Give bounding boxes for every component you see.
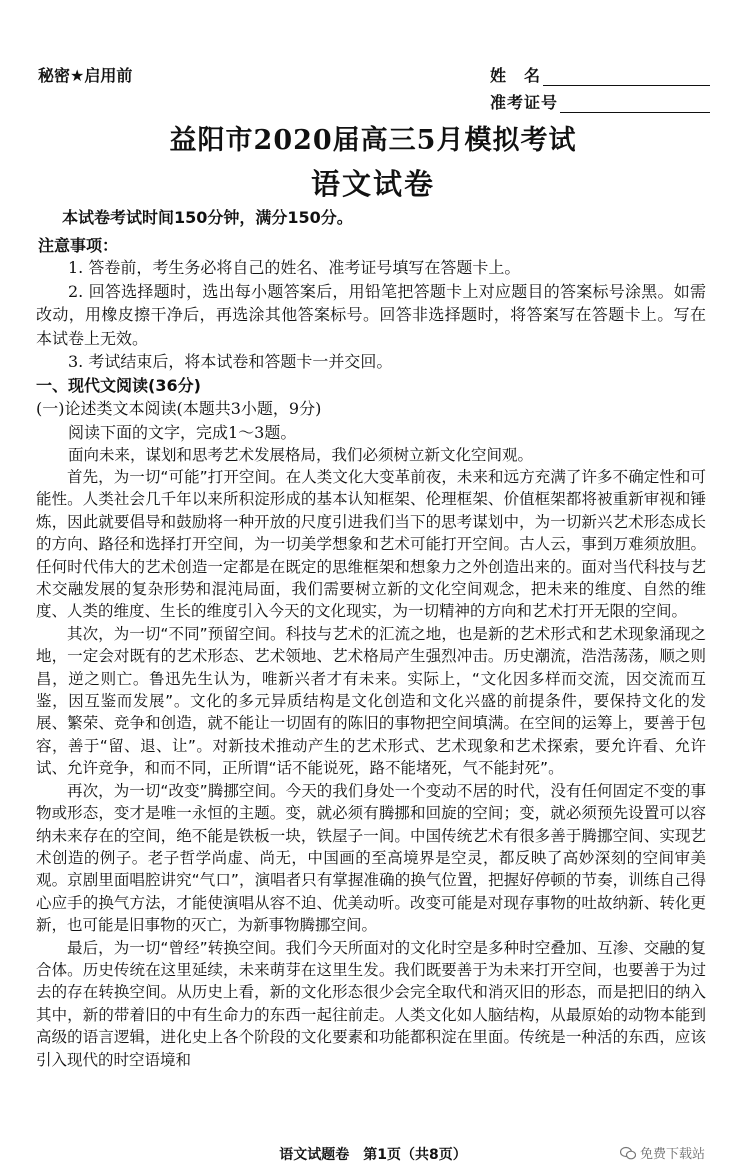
reading-instruction: 阅读下面的文字，完成1～3题。 [68,423,297,442]
watermark-text: 免费下载站 [640,1147,706,1162]
exam-subtitle: 语文试卷 [310,167,435,201]
article-paragraph: 再次，为一切“改变”腾挪空间。今天的我们身处一个变动不居的时代，没有任何固定不变的事物或形态，变才是唯一永恒的主题。变，就必须有腾挪和回旋的空间；变，就必须预先设置可以容纳未来存在的空间，绝不能是铁板一块，铁屋子一间。中国传统艺术有很多善于腾挪空间、实现艺术创造的例子。老子哲学尚虚、尚无，中国画的至高境界是空灵，都反映了高妙深刻的空间审美观。京剧里面唱腔讲究“气口”，演唱者只有掌握准确的换气位置，把握好停顿的节奏，训练自己得心应手的换气方法，才能使演唱从容不迫、优美动听。改变可能是对现存事物的吐故纳新、转化更新，也可能是旧事物的灭亡，为新事物腾挪空间。 [36,781,706,935]
notice-item: 1. 答卷前，考生务必将自己的姓名、准考证号填写在答题卡上。 [68,258,521,277]
notice-list [36,256,706,374]
chat-bubble-icon [620,1146,636,1160]
notice-item: 3. 考试结束后，将本试卷和答题卡一并交回。 [68,352,393,371]
name-label: 姓 名 [490,66,542,85]
name-line [543,67,710,86]
section-title: 一、现代文阅读(36分) [36,376,201,395]
confidential-mark: 秘密★启用前 [38,66,133,85]
article-body [36,466,706,1071]
article-paragraph: 首先，为一切“可能”打开空间。在人类文化大变革前夜，未来和远方充满了许多不确定性和可能性。人类社会几千年以来所积淀形成的基本认知框架、伦理框架、价值框架都将被重新审视和锤炼，因此就要倡导和鼓励将一种开放的尺度引进我们当下的思考谋划中，为一切新兴艺术形态成长的方向、路径和选择打开空间，为一切美学想象和艺术可能打开空间。古人云，事到万难须放胆。任何时代伟大的艺术创造一定都是在既定的思维框架和想象力之外创造出来的。面对当代科技与艺术交融发展的复杂形势和混沌局面，我们需要树立新的文化空间观念，把未来的维度、自然的维度、人类的维度、生长的维度引入今天的文化现实，为一切精神的方向和艺术打开无限的空间。 [36,468,706,621]
article-paragraph: 其次，为一切“不同”预留空间。科技与艺术的汇流之地，也是新的艺术形式和艺术现象涌现之地，一定会对既有的艺术形态、艺术领地、艺术格局产生强烈冲击。历史潮流，浩浩荡荡，顺之则昌，逆之则亡。鲁迅先生认为，唯新兴者才有未来。实际上，“文化因多样而交流，因交流而互鉴，因互鉴而发展”。文化的多元异质结构是文化创造和文化兴盛的前提条件，要保持文化的发展、繁荣、竞争和创造，就不能让一切固有的陈旧的事物把空间填满。在空间的运筹上，要善于包容，善于“留、退、让”。对新技术推动产生的艺术形式、艺术现象和艺术探索，要允许看、允许试、允许竞争，和而不同，正所谓“话不能说死，路不能堵死，气不能封死”。 [36,624,706,778]
exam-time: 本试卷考试时间150分钟，满分150分。 [62,208,353,227]
notice-heading: 注意事项： [38,236,119,255]
article-thesis: 面向未来，谋划和思考艺术发展格局，我们必须树立新文化空间观。 [68,446,534,464]
name-field [490,62,710,86]
candidate-fields [490,62,710,116]
exam-title: 益阳市2020届高三5月模拟考试 [169,125,577,156]
watermark [620,1143,705,1162]
id-field [490,89,710,113]
page-footer: 语文试题卷 第1页（共8页） [279,1147,467,1163]
subsection-title: (一)论述类文本阅读(本题共3小题，9分) [36,399,322,418]
id-line [560,94,710,113]
id-label: 准考证号 [490,93,559,112]
notice-item: 2. 回答选择题时，选出每小题答案后，用铅笔把答题卡上对应题目的答案标号涂黑。如需改动，用橡皮擦干净后，再选涂其他答案标号。回答非选择题时，将答案写在答题卡上。写在本试卷上无效。 [36,281,706,348]
article-paragraph: 最后，为一切“曾经”转换空间。我们今天所面对的文化时空是多种时空叠加、互渗、交融的复合体。历史传统在这里延续，未来萌芽在这里生发。我们既要善于为未来打开空间，也要善于为过去的存在转换空间。从历史上看，新的文化形态很少会完全取代和消灭旧的形态，而是把旧的纳入其中，新的带着旧的中有生命力的东西一起往前走。人类文化如人脑结构，从最原始的动物本能到高级的语言逻辑，进化史上各个阶段的文化要素和功能都积淀在里面。传统是一种活的东西，应该引入现代的时空语境和 [36,938,706,1069]
